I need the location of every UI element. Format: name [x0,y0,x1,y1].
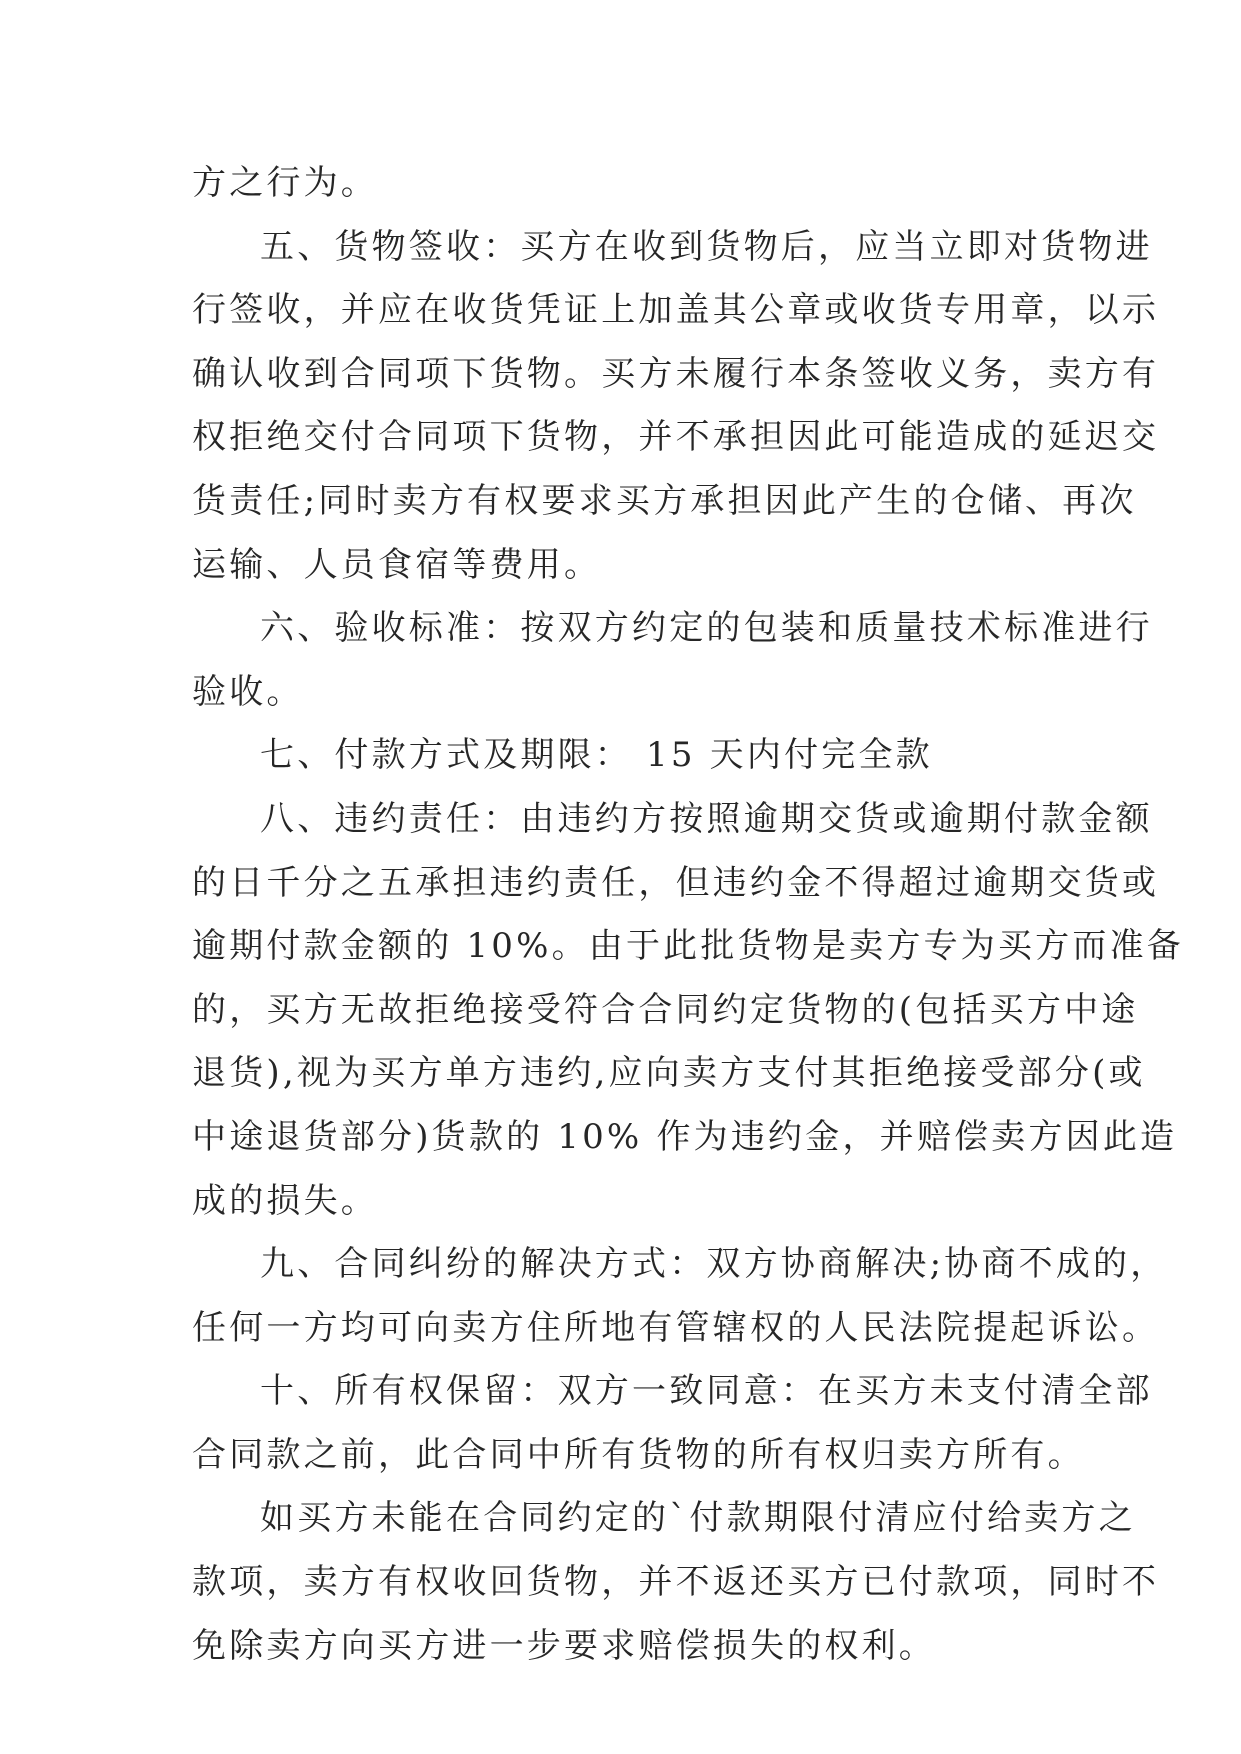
text-line: 逾期付款金额的 10%。由于此批货物是卖方专为买方而准备 [192,926,1184,967]
text-line: 确认收到合同项下货物。买方未履行本条签收义务，卖方有 [192,353,1160,394]
text-line: 的日千分之五承担违约责任，但违约金不得超过逾期交货或 [192,862,1160,903]
text-line: 货责任;同时卖方有权要求买方承担因此产生的仓储、再次 [192,480,1137,521]
text-line: 中途退货部分)货款的 10% 作为违约金，并赔偿卖方因此造 [192,1116,1178,1157]
text-line: 行签收，并应在收货凭证上加盖其公章或收货专用章，以示 [192,290,1160,331]
text-line: 任何一方均可向卖方住所地有管辖权的人民法院提起诉讼。 [192,1307,1160,1348]
text-line: 九、合同纠纷的解决方式：双方协商解决;协商不成的， [260,1244,1168,1285]
text-line: 六、验收标准：按双方约定的包装和质量技术标准进行 [260,608,1153,649]
text-line: 验收。 [192,671,304,712]
text-line: 免除卖方向买方进一步要求赔偿损失的权利。 [192,1625,936,1666]
text-line: 款项，卖方有权收回货物，并不返还买方已付款项，同时不 [192,1562,1160,1603]
text-line: 十、所有权保留：双方一致同意：在买方未支付清全部 [260,1371,1153,1412]
text-line: 方之行为。 [192,163,378,203]
text-line: 运输、人员食宿等费用。 [192,544,602,585]
text-line: 权拒绝交付合同项下货物，并不承担因此可能造成的延迟交 [192,417,1160,458]
text-line: 成的损失。 [192,1180,378,1221]
text-line: 八、违约责任：由违约方按照逾期交货或逾期付款金额 [260,798,1153,839]
text-line: 退货),视为买方单方违约,应向卖方支付其拒绝接受部分(或 [192,1053,1146,1094]
text-line: 七、付款方式及期限： 15 天内付完全款 [260,735,933,776]
contract-text [192,152,1184,1678]
text-line: 如买方未能在合同约定的`付款期限付清应付给卖方之 [260,1498,1136,1539]
text-line: 合同款之前，此合同中所有货物的所有权归卖方所有。 [192,1434,1085,1475]
text-line: 的，买方无故拒绝接受符合合同约定货物的(包括买方中途 [192,989,1139,1030]
text-line: 五、货物签收：买方在收到货物后，应当立即对货物进 [260,226,1153,267]
